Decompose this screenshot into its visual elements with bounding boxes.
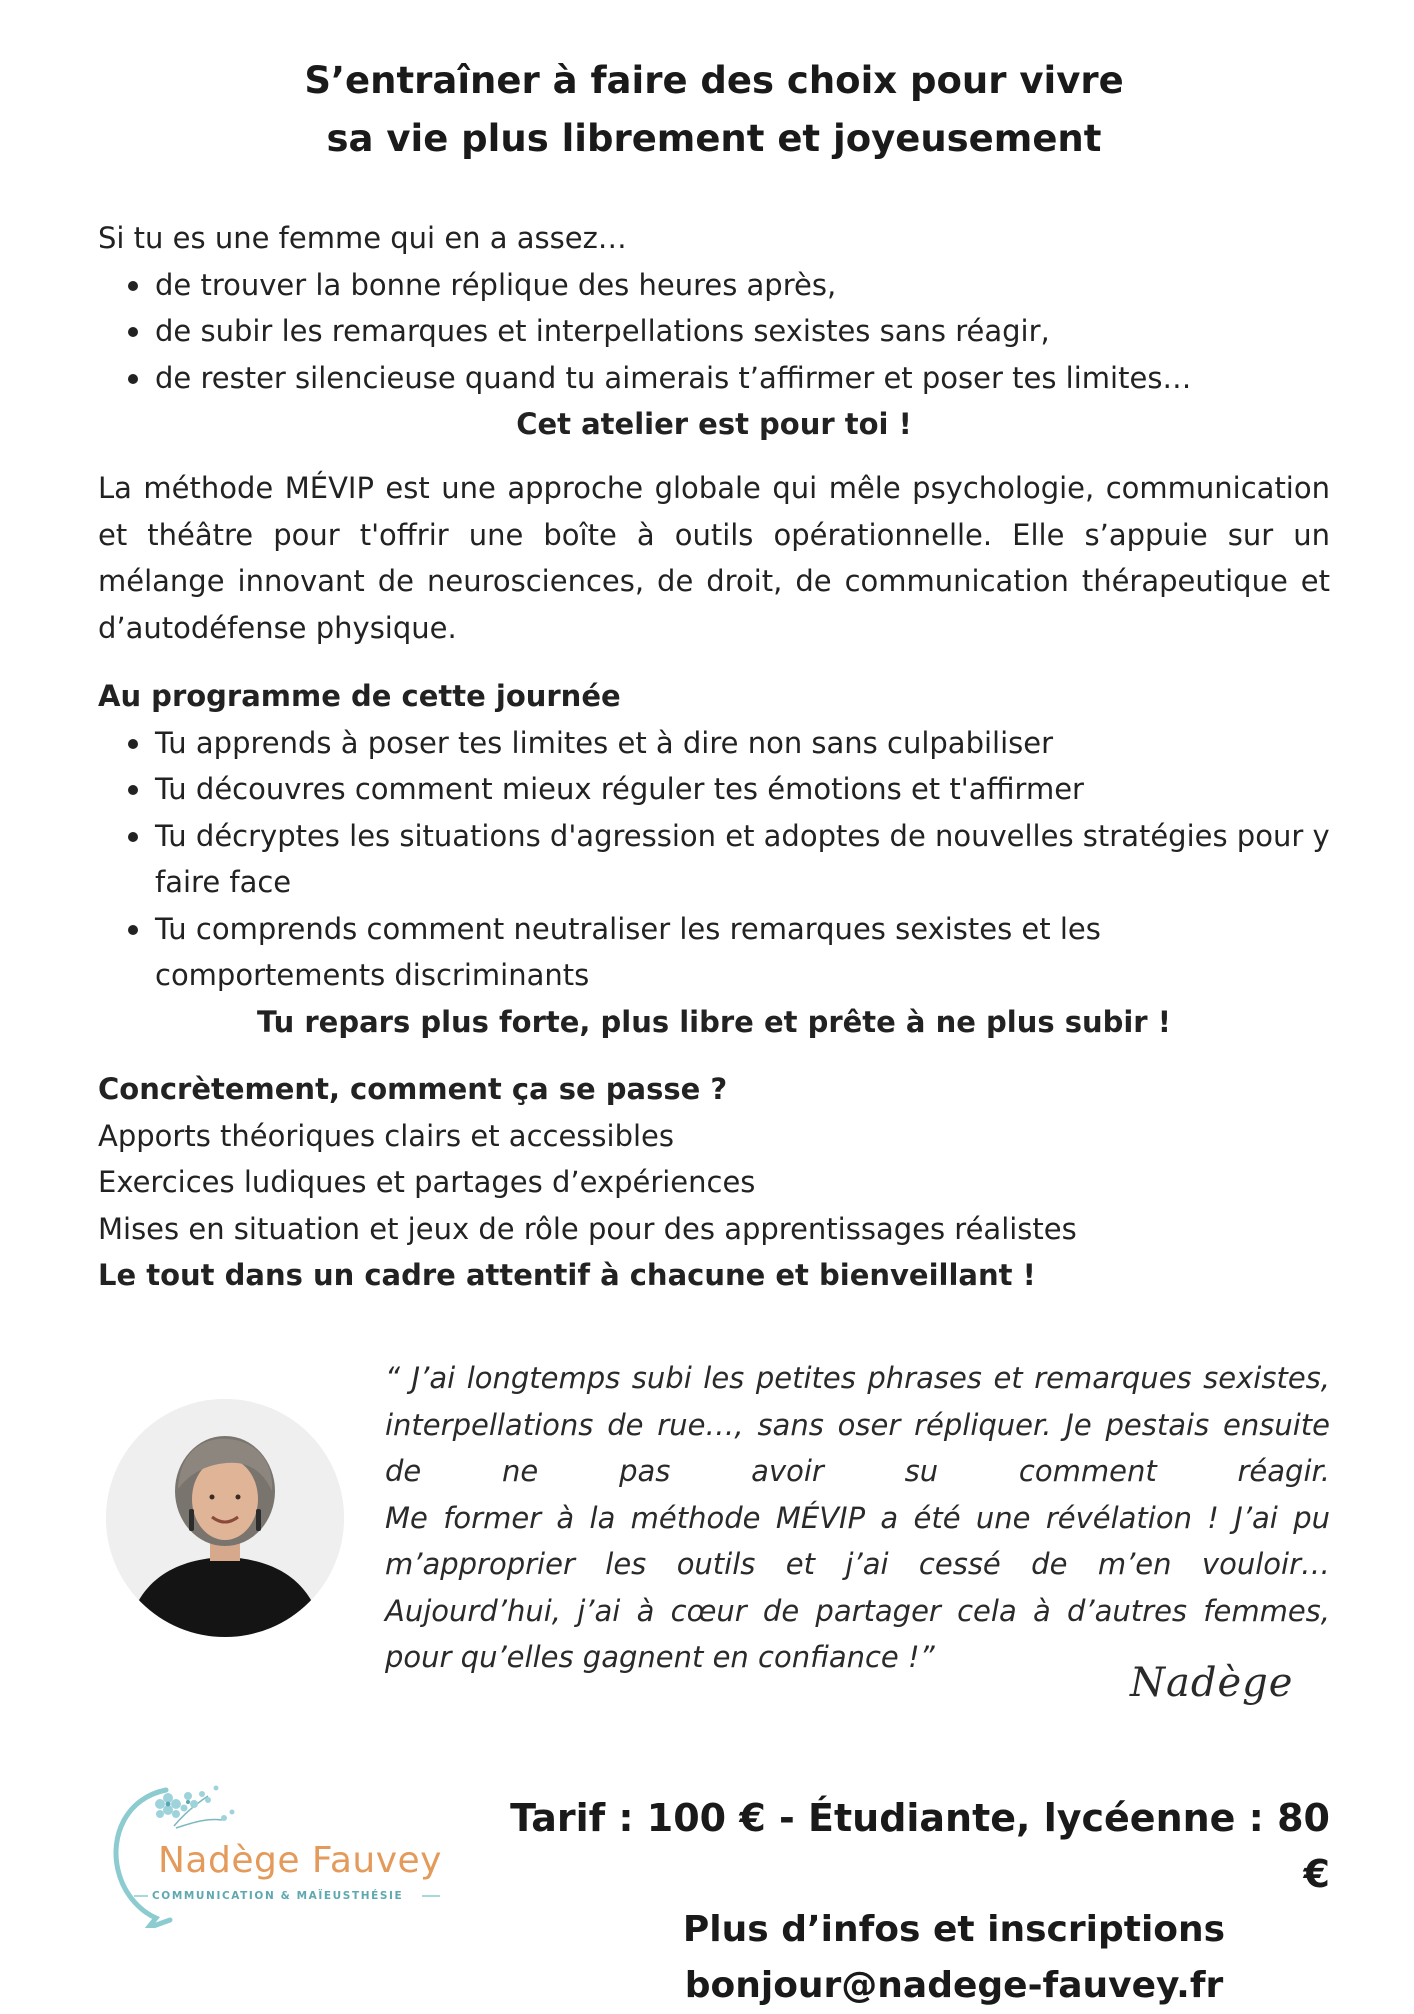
program-section: [98, 673, 1330, 1045]
intro-lead: Si tu es une femme qui en a assez…: [98, 221, 627, 255]
contact-email[interactable]: bonjour@nadege-fauvey.fr: [684, 1965, 1224, 2006]
intro-section: [98, 215, 1330, 448]
testimonial-paragraph-2: Me former à la méthode MÉVIP a été une révélation ! J’ai pu m’approprier les outils et j’ai cessé de m’en vouloir… Aujourd’hui, j’ai à cœur de partager cela à d’autres femmes, pour qu’elles gagnent en confiance !”: [385, 1500, 1330, 1674]
flyer-page: [98, 0, 1330, 2006]
testimonial-paragraph-1: “ J’ai longtemps subi les petites phrases et remarques sexistes, interpellations de rue…, sans oser répliquer. Je pestais ensuite de ne pas avoir su comment réagir.: [385, 1361, 1330, 1488]
concrete-conclusion: Le tout dans un cadre attentif à chacune et bienveillant !: [98, 1258, 1036, 1292]
list-item: Tu apprends à poser tes limites et à dire non sans culpabiliser: [98, 720, 1330, 767]
list-item: Tu comprends comment neutraliser les remarques sexistes et les comportements discriminants: [98, 906, 1330, 999]
list-item: de subir les remarques et interpellations sexistes sans réagir,: [98, 308, 1330, 355]
program-list: [98, 720, 1330, 999]
price-line: Tarif : 100 € - Étudiante, lycéenne : 80 €: [510, 1796, 1330, 1896]
program-conclusion: Tu repars plus forte, plus libre et prête à ne plus subir !: [257, 1004, 1171, 1039]
testimonial-quote: [385, 1355, 1330, 1681]
concrete-line: Apports théoriques clairs et accessibles: [98, 1118, 674, 1153]
signature: Nadège: [1130, 1660, 1294, 1706]
list-item: de rester silencieuse quand tu aimerais t’affirmer et poser tes limites…: [98, 355, 1330, 402]
portrait-illustration: [106, 1399, 344, 1637]
logo-name: Nadège Fauvey: [158, 1840, 442, 1881]
intro-list: [98, 262, 1330, 402]
list-item: Tu décryptes les situations d'agression et adoptes de nouvelles stratégies pour y faire face: [98, 813, 1330, 906]
concrete-line: Exercices ludiques et partages d’expériences: [98, 1165, 756, 1199]
program-heading: Au programme de cette journée: [98, 679, 621, 713]
list-item: de trouver la bonne réplique des heures après,: [98, 262, 1330, 309]
info-line: Plus d’infos et inscriptions: [682, 1909, 1226, 1950]
pricing-block: [478, 1790, 1330, 2014]
page-title: [98, 52, 1330, 168]
concrete-line: Mises en situation et jeux de rôle pour des apprentissages réalistes: [98, 1211, 1077, 1246]
concrete-section: [98, 1066, 1330, 1299]
portrait-photo: [106, 1399, 344, 1637]
concrete-heading: Concrètement, comment ça se passe ?: [98, 1072, 728, 1106]
list-item: Tu découvres comment mieux réguler tes émotions et t'affirmer: [98, 766, 1330, 813]
brand-logo: [104, 1778, 484, 1928]
title-line-2: sa vie plus librement et joyeusement: [326, 117, 1102, 160]
intro-conclusion: Cet atelier est pour toi !: [516, 407, 912, 441]
logo-tagline: COMMUNICATION & MAÏEUSTHÉSIE: [152, 1890, 404, 1902]
method-paragraph: La méthode MÉVIP est une approche globale qui mêle psychologie, communication et théâtre pour t'offrir une boîte à outils opérationnelle. Elle s’appuie sur un mélange innovant de neurosciences, de droit, de communication thérapeutique et d’autodéfense physique.: [98, 471, 1330, 645]
title-line-1: S’entraîner à faire des choix pour vivre: [304, 59, 1124, 102]
